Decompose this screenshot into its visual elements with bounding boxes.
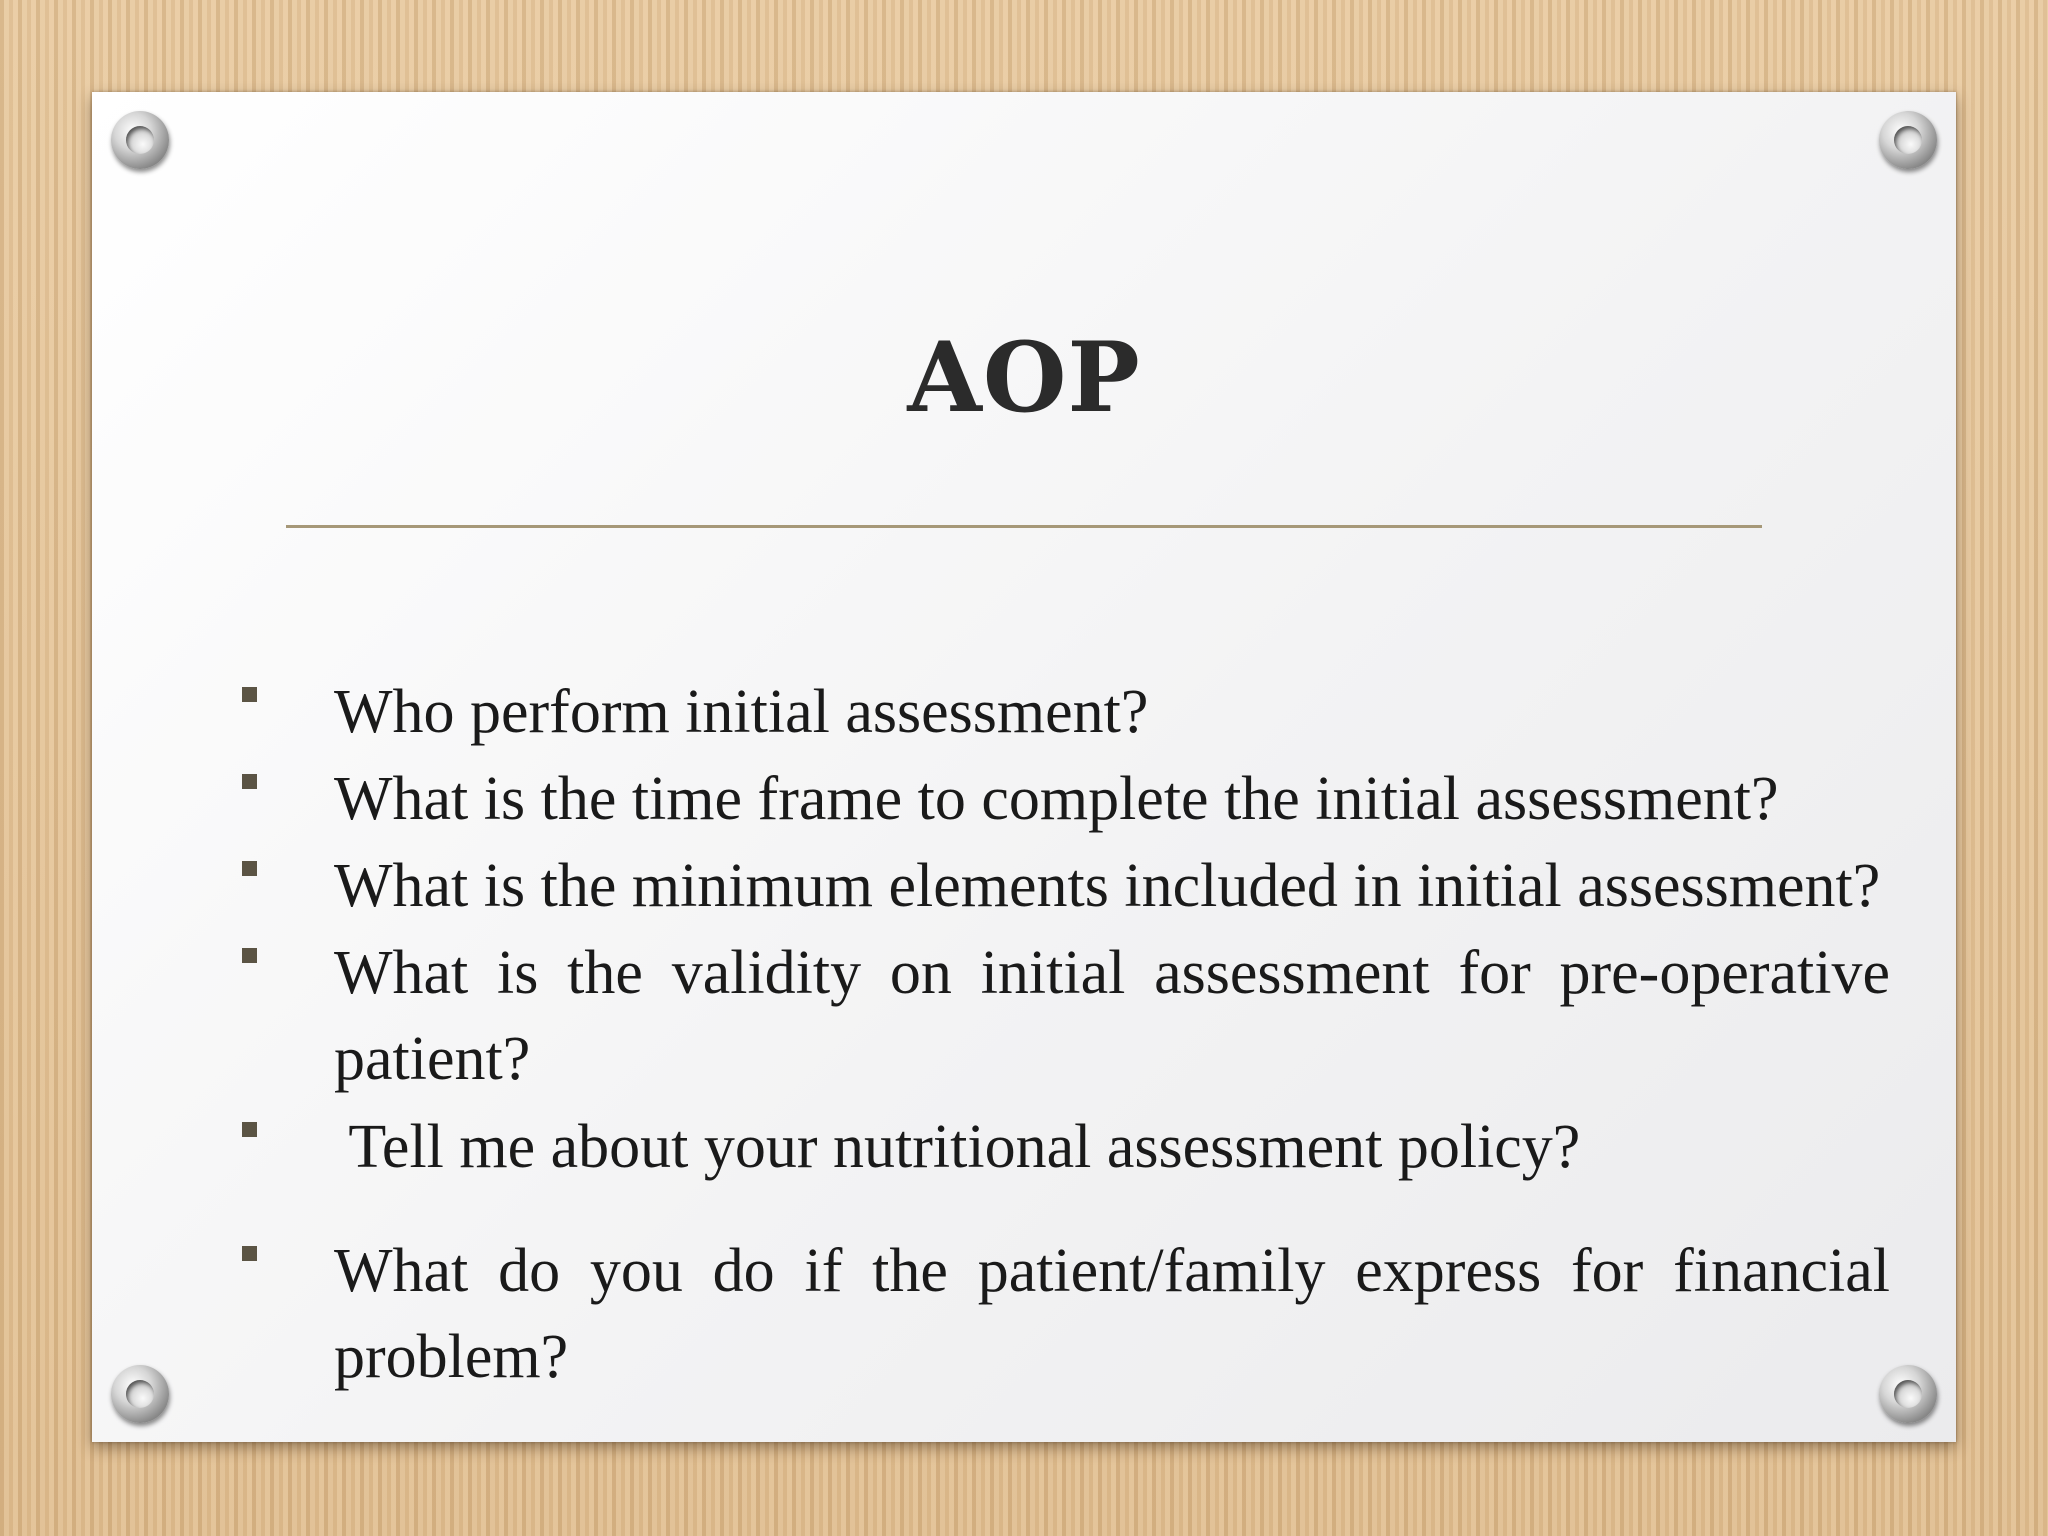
title-divider <box>286 525 1762 528</box>
square-bullet-icon <box>242 861 257 876</box>
square-bullet-icon <box>242 774 257 789</box>
bullet-text: What is the validity on initial assessment for pre-operative patient? <box>334 939 1890 1093</box>
square-bullet-icon <box>242 1122 257 1137</box>
slide-title: AOP <box>907 321 1141 434</box>
square-bullet-icon <box>242 948 257 963</box>
bullet-text: What is the minimum elements included in initial assessment? <box>334 852 1881 920</box>
bullet-text: What is the time frame to complete the initial assessment? <box>334 765 1779 833</box>
square-bullet-icon <box>242 687 257 702</box>
grommet-top-left-icon <box>111 111 169 169</box>
bullet-text: What do you do if the patient/family express for financial problem? <box>334 1237 1890 1391</box>
bullet-text: Who perform initial assessment? <box>334 678 1149 746</box>
slide-board <box>92 92 1956 1442</box>
square-bullet-icon <box>242 1246 257 1261</box>
bullet-text: Tell me about your nutritional assessment policy? <box>334 1113 1581 1181</box>
grommet-top-right-icon <box>1879 111 1937 169</box>
grommet-bottom-left-icon <box>111 1365 169 1423</box>
